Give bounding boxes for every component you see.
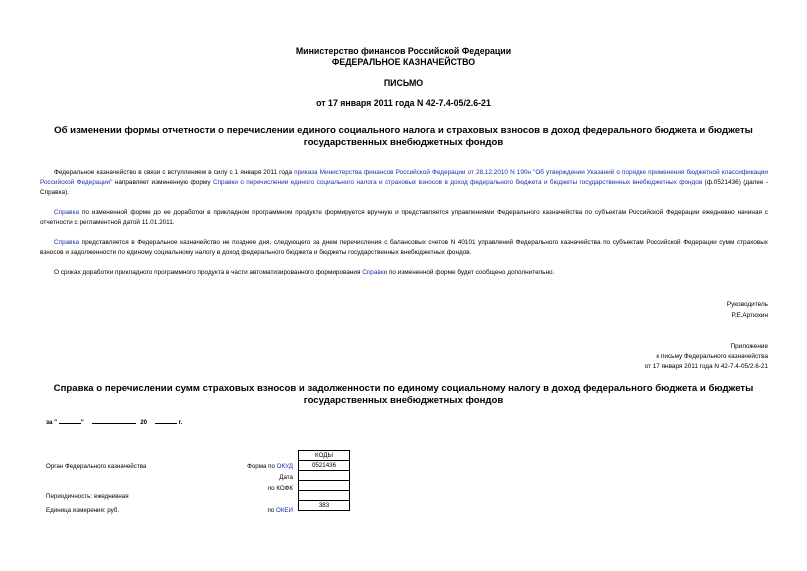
okei-code-cell: 383: [299, 501, 350, 511]
okud-code-cell: 0521436: [299, 461, 350, 471]
appendix-ref: к письму Федерального казначейства: [656, 353, 768, 360]
month-field[interactable]: [92, 416, 136, 424]
form-po-text: Форма по: [247, 463, 277, 470]
okei-label: [200, 506, 293, 515]
document-title: Об изменении формы отчетности о перечислении единого социального налога и страховых взносов в доход федерального бюджета и бюджеты государственных внебюджетных фондов: [54, 125, 753, 148]
periodicity-cell[interactable]: [299, 491, 350, 501]
document-type: ПИСЬМО: [383, 78, 424, 88]
codes-header: КОДЫ: [299, 451, 350, 461]
paragraph-3: [40, 238, 768, 258]
year-field[interactable]: [155, 416, 177, 424]
appendix-label: Приложение: [730, 343, 768, 350]
paragraph-4: [40, 268, 768, 278]
paragraph-text: по измененной форме до ее доработки в прикладном программном продукте формируется вручную и представляется управлениями Федерального казначейства по субъектам Российской Федерации ежедневно начиная с отчетности с регламентной датой 11.01.2011.: [40, 209, 768, 227]
paragraph-1: [40, 168, 768, 199]
date-quote: ": [80, 419, 84, 426]
year-prefix: 20: [140, 419, 148, 426]
form-link[interactable]: Справки о перечислении единого социального налога и страховых взносов в доход федерального бюджета и бюджеты государственных внебюджетных фондов: [212, 179, 703, 187]
kofk-cell[interactable]: [299, 481, 350, 491]
paragraph-text: О сроках доработки прикладного программного продукта в части автоматизированного формирования: [54, 269, 363, 276]
treasury-name: ФЕДЕРАЛЬНОЕ КАЗНАЧЕЙСТВО: [331, 57, 476, 67]
day-field[interactable]: [59, 416, 81, 424]
spravka-link[interactable]: Справки: [362, 269, 388, 276]
paragraph-2: [40, 208, 768, 228]
spravka-link[interactable]: Справка: [54, 209, 80, 216]
spravka-link[interactable]: Справка: [54, 239, 80, 246]
document-date-number: от 17 января 2011 года N 42-7.4-05/2.6-21: [316, 98, 491, 108]
paragraph-text: направляет измененную форму: [112, 179, 213, 187]
periodicity-label: Периодичность: ежедневная: [46, 493, 129, 500]
paragraph-text: Федеральное казначейство в связи с вступлением в силу с 1 января 2011 года: [54, 169, 295, 176]
order-link[interactable]: приказа Министерства финансов Российской Федерации от 28.12.2010 N 190н "Об утверждении Указаний о порядке применения бюджетной классификации Российской Федерации": [40, 169, 768, 187]
po-text: по: [267, 507, 276, 514]
form-title: Справка о перечислении сумм страховых взносов и задолженности по единому социальному налогу в доход федерального бюджета и бюджеты государственных внебюджетных фондов: [53, 383, 754, 406]
date-cell[interactable]: [299, 471, 350, 481]
okud-link[interactable]: ОКУД: [276, 463, 293, 470]
unit-label: Единица измерения: руб.: [46, 507, 120, 514]
kofk-label: по КОФК: [267, 485, 293, 492]
date-label: Дата: [279, 474, 293, 481]
paragraph-text: (ф.0521436) (далее - Справка).: [40, 179, 768, 197]
signature-name: Р.Е.Артюхин: [731, 312, 768, 319]
form-okud-label: [200, 462, 293, 471]
okei-link[interactable]: ОКЕИ: [276, 507, 293, 514]
year-suffix: г.: [178, 419, 183, 426]
paragraph-text: по измененной форме будет сообщено дополнительно.: [387, 269, 555, 276]
organ-label: Орган Федерального казначейства: [46, 463, 147, 470]
date-prefix: за ": [46, 419, 58, 426]
ministry-name: Министерство финансов Российской Федерации: [295, 46, 512, 56]
appendix-date: от 17 января 2011 года N 42-7.4-05/2.6-21: [644, 363, 768, 370]
signature-role: Руководитель: [726, 301, 768, 308]
codes-table: [298, 450, 350, 511]
paragraph-text: представляется в Федеральное казначейство не позднее дня, следующего за днем перечисления с балансовых счетов N 40101 управлений Федерального казначейства по субъектам Российской Федерации сумм страховых взносов и задолженности по единому социальному налогу в доход федерального бюджета и бюджеты государственных внебюджетных фондов.: [40, 239, 768, 257]
report-date-line: [46, 416, 266, 427]
